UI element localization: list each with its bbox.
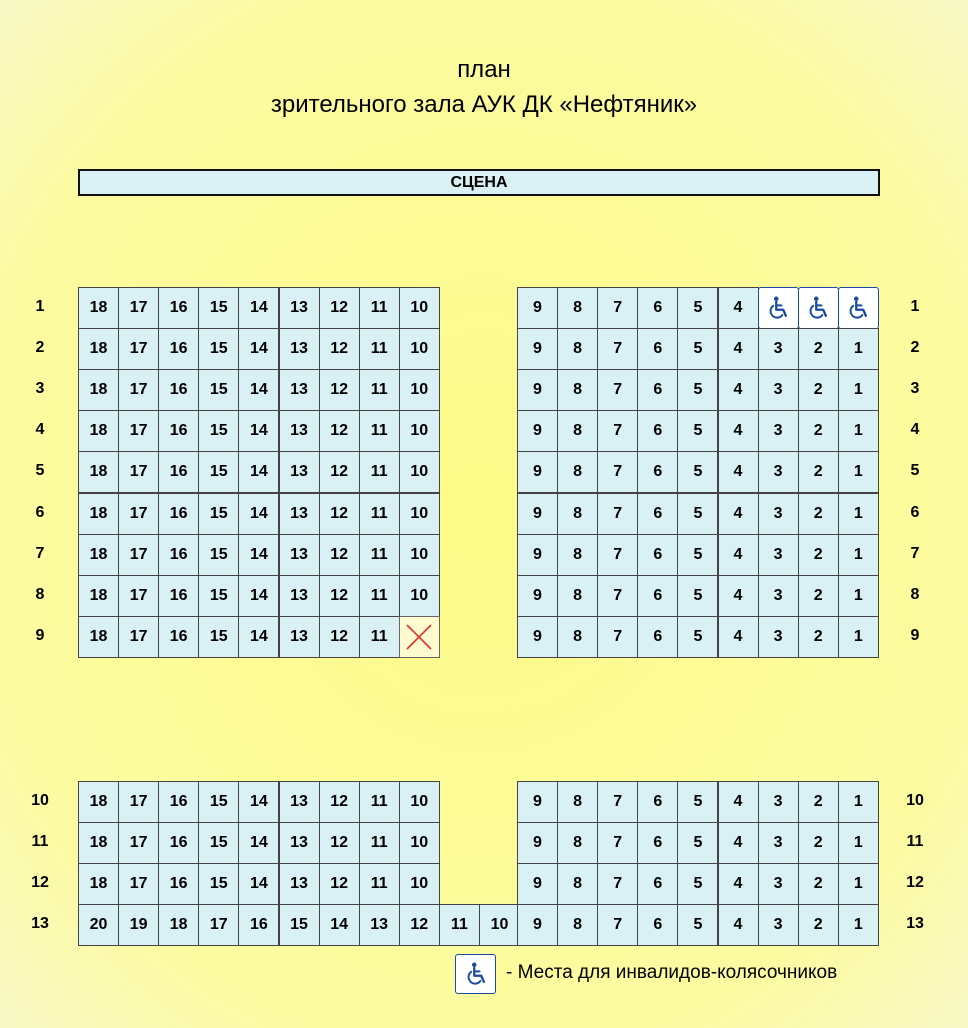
seat[interactable]: 8	[557, 451, 598, 493]
seat[interactable]: 8	[557, 287, 598, 329]
seat[interactable]: 13	[279, 781, 320, 823]
seat[interactable]: 7	[597, 493, 638, 535]
seat[interactable]: 18	[78, 287, 119, 329]
seat[interactable]: 11	[359, 287, 400, 329]
row-label-left: 12	[31, 874, 49, 892]
seat[interactable]: 4	[718, 287, 759, 329]
seat[interactable]: 12	[319, 369, 360, 411]
seat[interactable]: 4	[718, 781, 759, 823]
row-label-right: 12	[906, 874, 924, 892]
seat[interactable]: 16	[158, 287, 199, 329]
seat[interactable]: 5	[677, 369, 718, 411]
seat[interactable]: 15	[198, 822, 239, 864]
seat[interactable]: 7	[597, 410, 638, 452]
seat[interactable]: 9	[517, 287, 558, 329]
row-label-right: 13	[906, 915, 924, 933]
seat[interactable]: 5	[677, 534, 718, 576]
seat[interactable]: 8	[557, 822, 598, 864]
seat[interactable]: 11	[359, 616, 400, 658]
seat[interactable]: 14	[238, 863, 279, 905]
seat[interactable]: 13	[279, 822, 320, 864]
seat[interactable]: 4	[718, 575, 759, 617]
seat[interactable]: 1	[838, 822, 879, 864]
seat[interactable]: 18	[78, 451, 119, 493]
seat[interactable]: 1	[838, 575, 879, 617]
seat[interactable]: 2	[798, 863, 839, 905]
seat[interactable]: 1	[838, 328, 879, 370]
row-label-left: 4	[35, 421, 45, 439]
seat[interactable]: 13	[279, 493, 320, 535]
seat[interactable]: 8	[557, 328, 598, 370]
seat[interactable]: 6	[637, 822, 678, 864]
seat[interactable]: 9	[517, 616, 558, 658]
row-label-right: 2	[910, 339, 920, 357]
seat[interactable]: 5	[677, 328, 718, 370]
seat[interactable]: 8	[557, 534, 598, 576]
seat[interactable]: 13	[279, 410, 320, 452]
row-label-left: 7	[35, 544, 45, 562]
row-label-right: 1	[910, 298, 920, 315]
seat[interactable]: 4	[718, 616, 759, 658]
seat[interactable]: 11	[359, 534, 400, 576]
seat[interactable]: 16	[158, 616, 199, 658]
seat[interactable]: 18	[78, 534, 119, 576]
wheelchair-icon	[462, 960, 490, 988]
seat[interactable]: 11	[359, 493, 400, 535]
row-label-left: 10	[31, 792, 49, 809]
seat[interactable]: 15	[198, 781, 239, 823]
seat[interactable]: 15	[198, 451, 239, 493]
seat[interactable]: 9	[517, 369, 558, 411]
seat[interactable]: 18	[78, 575, 119, 617]
seat[interactable]: 6	[637, 369, 678, 411]
seat[interactable]: 11	[359, 575, 400, 617]
seat[interactable]: 12	[319, 451, 360, 493]
seat[interactable]: 6	[637, 493, 678, 535]
seat[interactable]: 10	[399, 822, 440, 864]
seat[interactable]: 10	[399, 575, 440, 617]
seat[interactable]: 16	[158, 328, 199, 370]
seat[interactable]: 18	[78, 781, 119, 823]
seat[interactable]: 9	[517, 534, 558, 576]
row-label-right: 5	[910, 462, 920, 480]
seat[interactable]: 3	[758, 451, 799, 493]
seat[interactable]: 2	[798, 781, 839, 823]
seat[interactable]: 12	[319, 781, 360, 823]
wheelchair-seat[interactable]	[758, 287, 799, 329]
seat[interactable]: 9	[517, 822, 558, 864]
seat[interactable]: 2	[798, 369, 839, 411]
seat[interactable]: 2	[798, 410, 839, 452]
row-label-right: 4	[910, 421, 920, 439]
seat[interactable]: 5	[677, 904, 718, 946]
row-label-right: 10	[906, 792, 924, 809]
seat[interactable]: 17	[118, 287, 159, 329]
wheelchair-seat[interactable]	[798, 287, 839, 329]
seat[interactable]: 13	[279, 451, 320, 493]
seat[interactable]: 17	[118, 451, 159, 493]
seat[interactable]: 15	[198, 369, 239, 411]
seat[interactable]: 6	[637, 410, 678, 452]
seat[interactable]: 16	[238, 904, 279, 946]
seat[interactable]: 5	[677, 451, 718, 493]
seat[interactable]: 18	[78, 493, 119, 535]
wheelchair-seat[interactable]	[838, 287, 879, 329]
seat[interactable]: 9	[517, 904, 558, 946]
seat[interactable]: 3	[758, 863, 799, 905]
seat[interactable]: 11	[359, 328, 400, 370]
seat[interactable]: 14	[238, 575, 279, 617]
seat[interactable]: 7	[597, 781, 638, 823]
seat[interactable]: 1	[838, 534, 879, 576]
seat[interactable]: 4	[718, 369, 759, 411]
seat[interactable]: 12	[319, 410, 360, 452]
seat[interactable]: 3	[758, 616, 799, 658]
seat[interactable]: 2	[798, 493, 839, 535]
seat[interactable]: 13	[359, 904, 400, 946]
seat[interactable]: 15	[279, 904, 320, 946]
seat[interactable]: 17	[118, 328, 159, 370]
seat[interactable]: 9	[517, 863, 558, 905]
seat[interactable]: 15	[198, 287, 239, 329]
seat[interactable]: 3	[758, 781, 799, 823]
seat[interactable]: 7	[597, 369, 638, 411]
seat[interactable]: 12	[319, 328, 360, 370]
seat[interactable]: 10	[399, 534, 440, 576]
seat[interactable]: 5	[677, 410, 718, 452]
seat[interactable]: 4	[718, 328, 759, 370]
seat[interactable]: 16	[158, 410, 199, 452]
row-label-left: 9	[35, 626, 45, 644]
seat[interactable]: 1	[838, 616, 879, 658]
row-label-left: 11	[31, 833, 49, 851]
seat[interactable]: 13	[279, 863, 320, 905]
seat[interactable]: 18	[78, 369, 119, 411]
seat[interactable]: 5	[677, 575, 718, 617]
seat[interactable]: 20	[78, 904, 119, 946]
seat[interactable]: 17	[118, 410, 159, 452]
seat[interactable]: 4	[718, 451, 759, 493]
seat[interactable]: 2	[798, 904, 839, 946]
seat[interactable]: 2	[798, 534, 839, 576]
seat[interactable]: 18	[78, 863, 119, 905]
seat[interactable]: 12	[319, 822, 360, 864]
row-label-left: 6	[35, 503, 45, 521]
seat[interactable]: 12	[319, 863, 360, 905]
seat[interactable]: 1	[838, 451, 879, 493]
seat[interactable]: 17	[198, 904, 239, 946]
seat[interactable]: 10	[399, 369, 440, 411]
seat[interactable]: 12	[319, 493, 360, 535]
seat[interactable]: 12	[319, 287, 360, 329]
legend-wheelchair-icon	[455, 954, 496, 994]
seat[interactable]: 5	[677, 822, 718, 864]
seat[interactable]: 8	[557, 410, 598, 452]
seat[interactable]: 9	[517, 410, 558, 452]
seat[interactable]: 8	[557, 863, 598, 905]
seat[interactable]: 15	[198, 575, 239, 617]
seat[interactable]: 7	[597, 534, 638, 576]
seat[interactable]: 3	[758, 575, 799, 617]
row-label-right: 7	[910, 544, 920, 562]
seat[interactable]: 9	[517, 451, 558, 493]
seat[interactable]: 15	[198, 616, 239, 658]
cross-icon	[404, 622, 434, 652]
seat[interactable]: 11	[359, 822, 400, 864]
seat[interactable]: 11	[359, 369, 400, 411]
seat[interactable]: 10	[399, 451, 440, 493]
seat[interactable]: 16	[158, 369, 199, 411]
seat[interactable]: 7	[597, 822, 638, 864]
seat[interactable]: 1	[838, 863, 879, 905]
seat[interactable]: 4	[718, 534, 759, 576]
seat[interactable]: 13	[279, 328, 320, 370]
seat[interactable]: 16	[158, 822, 199, 864]
seat[interactable]: 13	[279, 369, 320, 411]
row-label-right: 3	[910, 380, 920, 398]
seat[interactable]: 18	[158, 904, 199, 946]
seat[interactable]: 18	[78, 616, 119, 658]
seat[interactable]: 10	[479, 904, 520, 946]
seat[interactable]: 13	[279, 575, 320, 617]
seat[interactable]: 10	[399, 328, 440, 370]
seat[interactable]: 14	[319, 904, 360, 946]
seat[interactable]: 17	[118, 616, 159, 658]
seat[interactable]: 14	[238, 493, 279, 535]
seat[interactable]: 14	[238, 616, 279, 658]
seat[interactable]: 5	[677, 863, 718, 905]
wheelchair-icon	[804, 294, 832, 322]
seat[interactable]: 17	[118, 369, 159, 411]
seat[interactable]: 7	[597, 328, 638, 370]
seat[interactable]: 15	[198, 534, 239, 576]
seat[interactable]: 13	[279, 616, 320, 658]
seat[interactable]: 6	[637, 575, 678, 617]
seat[interactable]: 11	[359, 410, 400, 452]
seat[interactable]: 6	[637, 616, 678, 658]
seat[interactable]: 7	[597, 451, 638, 493]
seat[interactable]: 5	[677, 616, 718, 658]
seat[interactable]: 17	[118, 493, 159, 535]
seat[interactable]: 18	[78, 822, 119, 864]
seat[interactable]: 10	[399, 287, 440, 329]
seat[interactable]: 16	[158, 781, 199, 823]
seat[interactable]: 15	[198, 410, 239, 452]
wheelchair-icon	[764, 294, 792, 322]
seat[interactable]: 14	[238, 451, 279, 493]
seat[interactable]: 18	[78, 410, 119, 452]
seat[interactable]: 1	[838, 904, 879, 946]
seat[interactable]: 14	[238, 287, 279, 329]
seat[interactable]: 5	[677, 493, 718, 535]
seat[interactable]: 3	[758, 822, 799, 864]
seat[interactable]: 8	[557, 493, 598, 535]
seat[interactable]: 14	[238, 822, 279, 864]
seat[interactable]: 9	[517, 575, 558, 617]
seat[interactable]: 17	[118, 863, 159, 905]
seat[interactable]: 8	[557, 904, 598, 946]
seat[interactable]: 16	[158, 575, 199, 617]
seat[interactable]: 7	[597, 904, 638, 946]
row-label-left: 13	[31, 915, 49, 933]
seat[interactable]: 3	[758, 534, 799, 576]
seat[interactable]: 2	[798, 616, 839, 658]
seat[interactable]: 14	[238, 328, 279, 370]
seat[interactable]: 10	[399, 781, 440, 823]
seat[interactable]: 10	[399, 410, 440, 452]
seat[interactable]: 16	[158, 493, 199, 535]
seat[interactable]: 6	[637, 863, 678, 905]
seat[interactable]: 3	[758, 410, 799, 452]
seat[interactable]: 11	[359, 451, 400, 493]
seat[interactable]: 17	[118, 575, 159, 617]
seat[interactable]: 5	[677, 287, 718, 329]
seat[interactable]: 2	[798, 575, 839, 617]
plan-title-line2: зрительного зала АУК ДК «Нефтяник»	[270, 91, 698, 118]
row-label-left: 3	[35, 380, 45, 398]
seat[interactable]: 12	[399, 904, 440, 946]
seat[interactable]: 11	[439, 904, 480, 946]
seat[interactable]: 13	[279, 534, 320, 576]
seat[interactable]: 15	[198, 328, 239, 370]
seat[interactable]: 6	[637, 534, 678, 576]
seat[interactable]: 6	[637, 781, 678, 823]
seat[interactable]: 14	[238, 534, 279, 576]
row-label-left: 5	[35, 462, 45, 480]
seat[interactable]: 1	[838, 781, 879, 823]
seat[interactable]: 16	[158, 451, 199, 493]
seat[interactable]: 9	[517, 781, 558, 823]
row-label-left: 1	[35, 298, 45, 315]
seat[interactable]: 3	[758, 369, 799, 411]
row-label-left: 2	[35, 339, 45, 357]
unavailable-seat	[399, 616, 440, 658]
seat[interactable]: 3	[758, 493, 799, 535]
row-label-right: 11	[906, 833, 924, 851]
seat[interactable]: 4	[718, 493, 759, 535]
seat[interactable]: 9	[517, 493, 558, 535]
seat[interactable]: 2	[798, 451, 839, 493]
seat[interactable]: 12	[319, 575, 360, 617]
seat[interactable]: 5	[677, 781, 718, 823]
seat[interactable]: 8	[557, 781, 598, 823]
seat[interactable]: 1	[838, 493, 879, 535]
seat[interactable]: 18	[78, 328, 119, 370]
seat[interactable]: 4	[718, 822, 759, 864]
row-label-left: 8	[35, 585, 45, 603]
seat[interactable]: 9	[517, 328, 558, 370]
seat[interactable]: 11	[359, 863, 400, 905]
stage: СЦЕНА	[78, 169, 880, 196]
seat[interactable]: 11	[359, 781, 400, 823]
wheelchair-icon	[844, 294, 872, 322]
seat[interactable]: 14	[238, 410, 279, 452]
seat[interactable]: 3	[758, 904, 799, 946]
seat[interactable]: 19	[118, 904, 159, 946]
seat[interactable]: 8	[557, 616, 598, 658]
seat[interactable]: 6	[637, 328, 678, 370]
seat[interactable]: 1	[838, 410, 879, 452]
seat[interactable]: 3	[758, 328, 799, 370]
seat[interactable]: 6	[637, 287, 678, 329]
seat[interactable]: 6	[637, 904, 678, 946]
seat[interactable]: 10	[399, 493, 440, 535]
seat[interactable]: 14	[238, 781, 279, 823]
seat[interactable]: 4	[718, 904, 759, 946]
seat[interactable]: 17	[118, 781, 159, 823]
row-label-right: 9	[910, 626, 920, 644]
plan-title-line1: план	[457, 56, 511, 83]
seat[interactable]: 6	[637, 451, 678, 493]
seat[interactable]: 15	[198, 863, 239, 905]
seat[interactable]: 17	[118, 534, 159, 576]
seat[interactable]: 13	[279, 287, 320, 329]
seat[interactable]: 7	[597, 575, 638, 617]
seat[interactable]: 7	[597, 616, 638, 658]
seat[interactable]: 4	[718, 863, 759, 905]
seat[interactable]: 16	[158, 863, 199, 905]
seat[interactable]: 7	[597, 287, 638, 329]
seat[interactable]: 7	[597, 863, 638, 905]
seat[interactable]: 8	[557, 575, 598, 617]
seat[interactable]: 14	[238, 369, 279, 411]
seat[interactable]: 8	[557, 369, 598, 411]
seat[interactable]: 10	[399, 863, 440, 905]
seat[interactable]: 4	[718, 410, 759, 452]
legend-text: - Места для инвалидов-колясочников	[506, 962, 838, 983]
row-label-right: 6	[910, 503, 920, 521]
seat[interactable]: 1	[838, 369, 879, 411]
row-label-right: 8	[910, 585, 920, 603]
seat[interactable]: 12	[319, 534, 360, 576]
seat[interactable]: 15	[198, 493, 239, 535]
seat[interactable]: 2	[798, 328, 839, 370]
seat[interactable]: 2	[798, 822, 839, 864]
seat[interactable]: 16	[158, 534, 199, 576]
seat[interactable]: 17	[118, 822, 159, 864]
seat[interactable]: 12	[319, 616, 360, 658]
